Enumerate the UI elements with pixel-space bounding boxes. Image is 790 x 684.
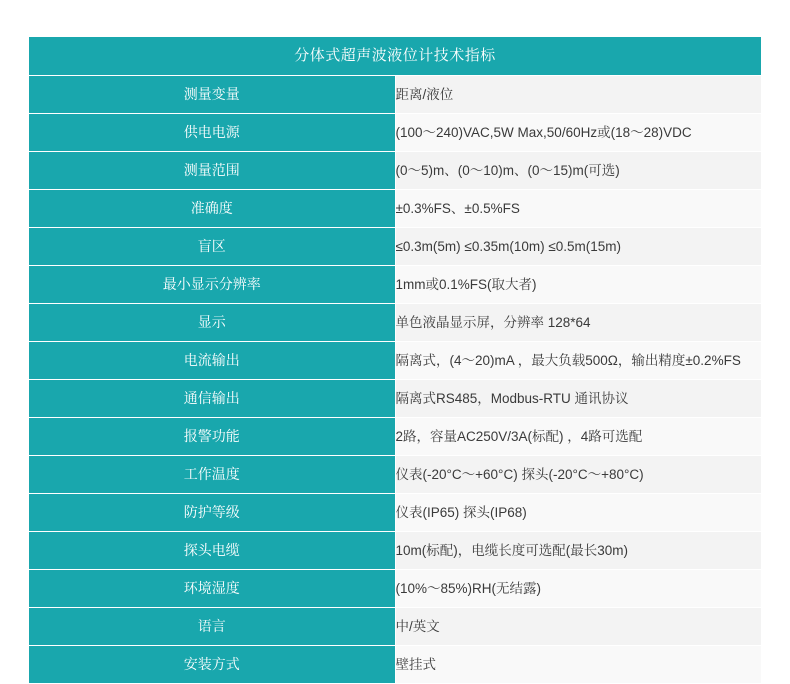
row-label: 环境湿度	[29, 570, 396, 608]
table-row	[29, 570, 762, 608]
row-label: 测量范围	[29, 152, 396, 190]
row-value: 隔离式RS485，Modbus-RTU 通讯协议	[395, 380, 762, 418]
row-label: 探头电缆	[29, 532, 396, 570]
table-row	[29, 532, 762, 570]
row-label: 报警功能	[29, 418, 396, 456]
row-value: 1mm或0.1%FS(取大者)	[395, 266, 762, 304]
row-value: 中/英文	[395, 608, 762, 646]
row-value: (0～5)m、(0～10)m、(0～15)m(可选)	[395, 152, 762, 190]
row-label: 测量变量	[29, 76, 396, 114]
row-label: 准确度	[29, 190, 396, 228]
table-row	[29, 190, 762, 228]
row-value: 隔离式，(4～20)mA ，最大负载500Ω，输出精度±0.2%FS	[395, 342, 762, 380]
row-value: (100～240)VAC,5W Max,50/60Hz或(18～28)VDC	[395, 114, 762, 152]
row-label: 安装方式	[29, 646, 396, 684]
row-value: 单色液晶显示屏，分辨率 128*64	[395, 304, 762, 342]
specification-table	[28, 36, 762, 684]
row-value: 仪表(IP65) 探头(IP68)	[395, 494, 762, 532]
row-value: ±0.3%FS、±0.5%FS	[395, 190, 762, 228]
row-value: 仪表(-20°C～+60°C) 探头(-20°C～+80°C)	[395, 456, 762, 494]
row-label: 盲区	[29, 228, 396, 266]
row-value: ≤0.3m(5m) ≤0.35m(10m) ≤0.5m(15m)	[395, 228, 762, 266]
row-label: 最小显示分辨率	[29, 266, 396, 304]
row-value: (10%～85%)RH(无结露)	[395, 570, 762, 608]
table-row	[29, 266, 762, 304]
table-row	[29, 304, 762, 342]
row-value: 10m(标配)，电缆长度可选配(最长30m)	[395, 532, 762, 570]
table-row	[29, 418, 762, 456]
table-row	[29, 494, 762, 532]
table-row	[29, 380, 762, 418]
row-label: 工作温度	[29, 456, 396, 494]
table-title-row	[29, 37, 762, 76]
row-value: 距离/液位	[395, 76, 762, 114]
table-row	[29, 608, 762, 646]
row-value: 壁挂式	[395, 646, 762, 684]
row-label: 供电电源	[29, 114, 396, 152]
table-row	[29, 228, 762, 266]
table-row	[29, 342, 762, 380]
row-value: 2路，容量AC250V/3A(标配) ，4路可选配	[395, 418, 762, 456]
table-row	[29, 646, 762, 684]
row-label: 通信输出	[29, 380, 396, 418]
table-row	[29, 152, 762, 190]
table-title: 分体式超声波液位计技术指标	[29, 37, 762, 76]
row-label: 防护等级	[29, 494, 396, 532]
table-row	[29, 456, 762, 494]
table-row	[29, 76, 762, 114]
row-label: 电流输出	[29, 342, 396, 380]
table-body	[29, 37, 762, 684]
row-label: 语言	[29, 608, 396, 646]
row-label: 显示	[29, 304, 396, 342]
table-row	[29, 114, 762, 152]
